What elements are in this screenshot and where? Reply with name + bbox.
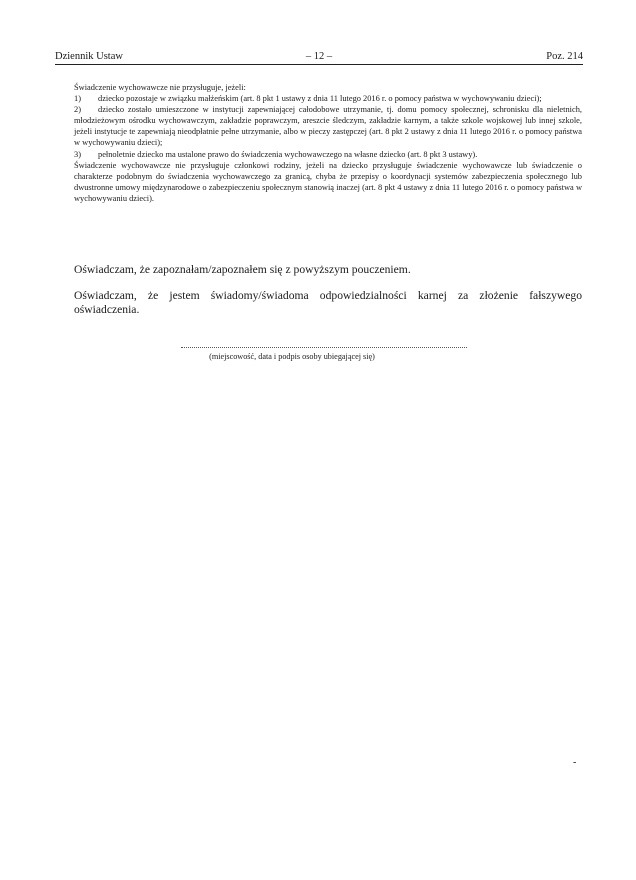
header-rule: [55, 64, 583, 65]
notice-item-2: [74, 104, 582, 148]
position-number: Poz. 214: [546, 51, 583, 62]
acknowledgement-statement: Oświadczam, że zapoznałam/zapoznałem się z powyższym pouczeniem.: [74, 263, 411, 276]
notice-closing: Świadczenie wychowawcze nie przysługuje członkowi rodziny, jeżeli na dziecko przysługuje świadczenie wychowawcze lub świadczenie o charakterze podobnym do świadczenia wychowawczego za granicą, chyba że przepisy o koordynacji systemów zabezpieczenia społecznego lub dwustronne umowy międzynarodowe o zabezpieczeniu społecznym stanowią inaczej (art. 8 pkt 4 ustawy z dnia 11 lutego 2016 r. o pomocy państwa w wychowywaniu dzieci).: [74, 160, 582, 203]
item-number: 1): [74, 94, 81, 104]
notice-intro: Świadczenie wychowawcze nie przysługuje, jeżeli:: [74, 83, 246, 92]
item-number: 2): [74, 105, 81, 115]
page-number: – 12 –: [305, 51, 333, 62]
signature-line: [181, 347, 467, 348]
eligibility-notice: [74, 82, 582, 204]
notice-item-3: [74, 149, 582, 160]
notice-item-1: [74, 93, 582, 104]
page-header: [55, 50, 583, 64]
item-text: pełnoletnie dziecko ma ustalone prawo do świadczenia wychowawczego na własne dziecko (art. 8 pkt 3 ustawy).: [98, 149, 478, 159]
criminal-liability-statement: Oświadczam, że jestem świadomy/świadoma odpowiedzialności karnej za złożenie fałszywego oświadczenia.: [74, 289, 582, 317]
page-end-mark: -: [573, 757, 577, 768]
signature-caption: (miejscowość, data i podpis osoby ubiegającej się): [209, 352, 375, 361]
journal-title: Dziennik Ustaw: [55, 51, 123, 62]
item-text: dziecko zostało umieszczone w instytucji zapewniającej całodobowe utrzymanie, tj. domu pomocy społecznej, schronisku dla nieletnich, młodzieżowym ośrodku wychowawczym, zakładzie poprawczym, areszcie śledczym, zakładzie karnym, a także szkole wojskowej lub innej szkole, jeżeli instytucje te zapewniają nieodpłatnie pełne utrzymanie, albo w pieczy zastępczej (art. 8 pkt 2 ustawy z dnia 11 lutego 2016 r. o pomocy państwa w wychowywaniu dzieci);: [74, 105, 582, 148]
item-number: 3): [74, 149, 81, 159]
item-text: dziecko pozostaje w związku małżeńskim (art. 8 pkt 1 ustawy z dnia 11 lutego 2016 r. o pomocy państwa w wychowywaniu dzieci);: [98, 94, 542, 104]
